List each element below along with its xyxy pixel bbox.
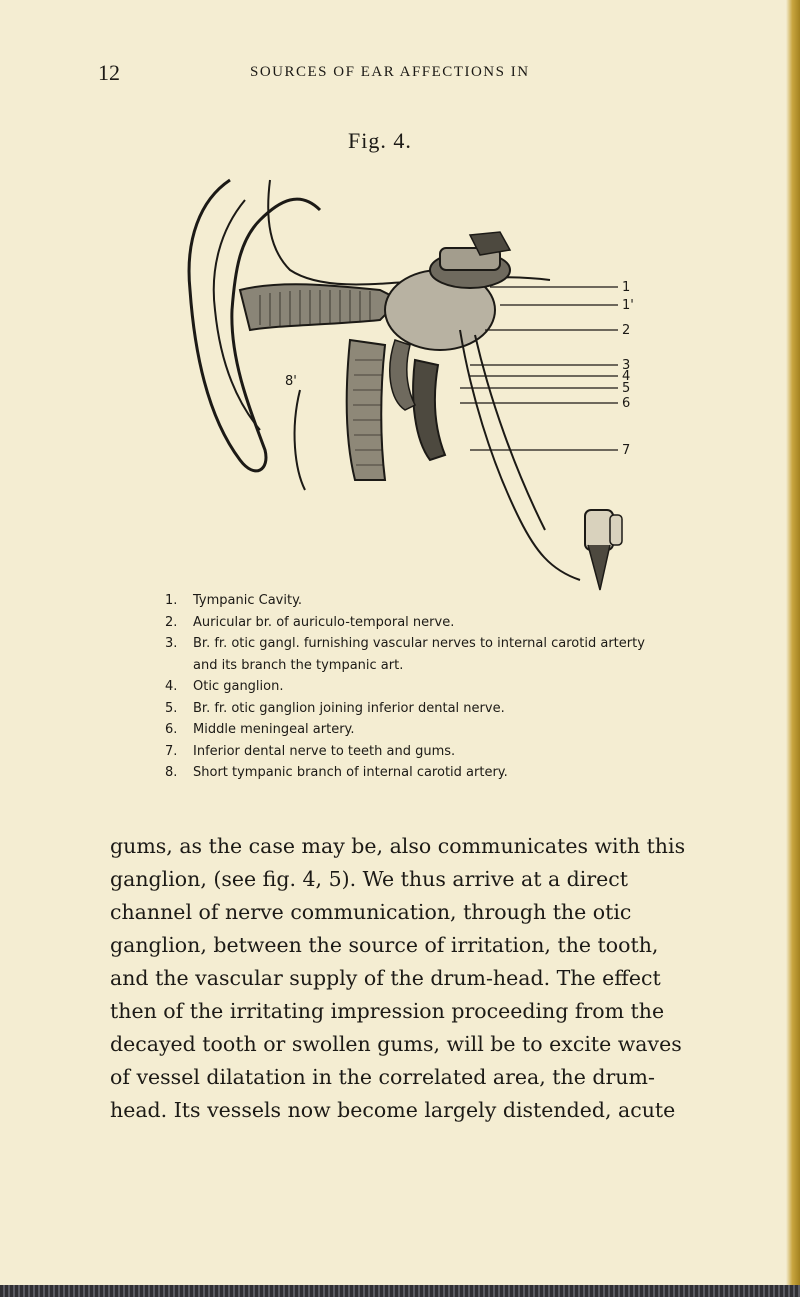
- legend-number: 6.: [165, 722, 178, 737]
- legend-number: 7.: [165, 743, 178, 759]
- page-header: [0, 60, 800, 90]
- page-edge: [786, 0, 800, 1297]
- legend-item: [165, 590, 665, 612]
- legend-item: [165, 741, 665, 763]
- figure-legend: [165, 590, 665, 784]
- body-line: of vessel dilatation in the correlated area, the drum-: [110, 1065, 655, 1089]
- legend-item: [165, 676, 665, 698]
- legend-text: Inferior dental nerve to teeth and gums.: [193, 743, 456, 759]
- body-line: head. Its vessels now become largely distended, acute: [110, 1098, 676, 1122]
- legend-item: [165, 633, 665, 676]
- callout-3: 3: [622, 358, 631, 373]
- legend-number: 2.: [165, 614, 178, 630]
- legend-item: [165, 762, 665, 784]
- legend-number: 4.: [165, 679, 178, 694]
- callout-5: 5: [622, 381, 631, 396]
- legend-text: Otic ganglion.: [193, 679, 284, 694]
- body-line: channel of nerve communication, through the otic: [110, 900, 632, 924]
- callout-2: 2: [622, 323, 631, 338]
- legend-item: [165, 612, 665, 634]
- body-line: and the vascular supply of the drum-head. The effect: [110, 966, 661, 990]
- body-paragraph: [110, 830, 710, 1127]
- legend-item: [165, 719, 665, 741]
- running-head: SOURCES OF EAR AFFECTIONS IN: [250, 64, 530, 80]
- body-line: decayed tooth or swollen gums, will be to excite waves: [110, 1032, 682, 1056]
- body-line: ganglion, (see fig. 4, 5). We thus arrive at a direct: [110, 867, 629, 891]
- legend-text: Middle meningeal artery.: [193, 722, 355, 737]
- legend-text: Tympanic Cavity.: [193, 593, 303, 608]
- legend-item: [165, 698, 665, 720]
- callout-8-prime: 8': [285, 374, 297, 389]
- ear-anatomy-illustration: [170, 160, 640, 605]
- callout-6: 6: [622, 396, 631, 411]
- legend-text: Auricular br. of auriculo-temporal nerve.: [193, 614, 455, 630]
- legend-text: Br. fr. otic ganglion joining inferior dental nerve.: [193, 700, 505, 716]
- scan-bottom-band: [0, 1285, 800, 1297]
- callout-1: 1: [622, 280, 631, 295]
- legend-number: 5.: [165, 700, 178, 716]
- figure-title: Fig. 4.: [348, 128, 412, 153]
- page-number: 12: [98, 60, 120, 85]
- callout-1-prime: 1': [622, 298, 634, 313]
- legend-text: Br. fr. otic gangl. furnishing vascular nerves to internal carotid arterty and its branch the tympanic art.: [193, 636, 645, 673]
- legend-number: 1.: [165, 593, 178, 608]
- body-line: gums, as the case may be, also communicates with this: [110, 834, 686, 858]
- body-line: ganglion, between the source of irritation, the tooth,: [110, 933, 659, 957]
- callout-7: 7: [622, 443, 631, 458]
- legend-number: 8.: [165, 765, 178, 780]
- body-line: then of the irritating impression proceeding from the: [110, 999, 665, 1023]
- callout-4: 4: [622, 369, 631, 384]
- legend-text: Short tympanic branch of internal carotid artery.: [193, 765, 508, 780]
- legend-number: 3.: [165, 636, 178, 651]
